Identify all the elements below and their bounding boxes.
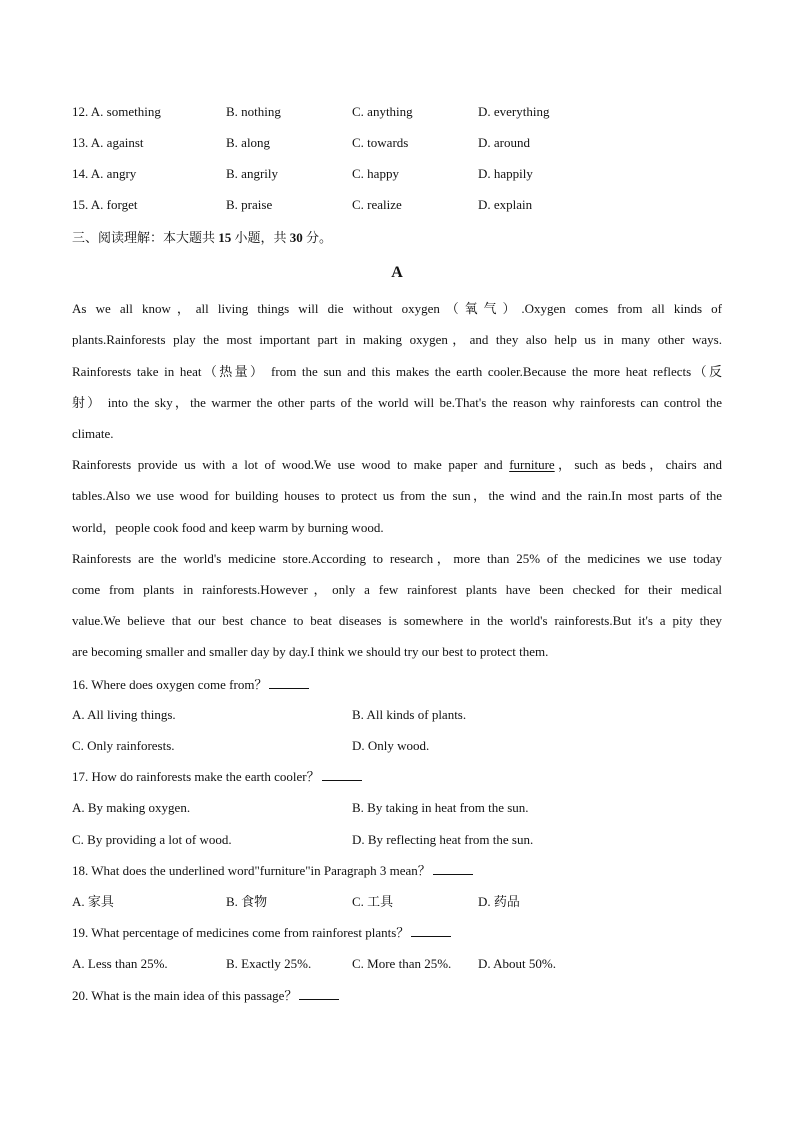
option: B. angrily	[226, 166, 278, 181]
option: A. Less than 25%.	[72, 956, 168, 971]
option: D. 药品	[478, 894, 520, 909]
option: C. Only rainforests.	[72, 738, 175, 753]
passage-line: value.We believe that our best chance to beat diseases is somewhere in the world's rainforests.But it's a pity they	[72, 613, 722, 628]
option: A. All living things.	[72, 707, 176, 722]
option: D. Only wood.	[352, 738, 430, 753]
answer-blank[interactable]	[433, 862, 473, 875]
option: 14. A. angry	[72, 166, 137, 181]
question-18-stem: 18. What does the underlined word"furniture"in Paragraph 3 mean？	[72, 861, 473, 881]
passage-line: come from plants in rainforests.However，only a few rainforest plants have been checked for their medical	[72, 582, 722, 597]
option: 15. A. forget	[72, 197, 138, 212]
option: C. realize	[352, 197, 402, 212]
option: 13. A. against	[72, 135, 144, 150]
option: B. 食物	[226, 894, 268, 909]
passage-line: are becoming smaller and smaller day by day.I think we should try our best to protect them.	[72, 644, 549, 659]
option: D. around	[478, 135, 530, 150]
passage-title: A	[391, 264, 403, 281]
option: C. More than 25%.	[352, 956, 452, 971]
option: A. 家具	[72, 894, 114, 909]
option: B. Exactly 25%.	[226, 956, 312, 971]
option: D. everything	[478, 104, 550, 119]
passage-line: Rainforests provide us with a lot of wood.We use wood to make paper and furniture，such as beds，chairs and	[72, 457, 722, 472]
question-16-stem: 16. Where does oxygen come from？	[72, 675, 309, 695]
answer-blank[interactable]	[411, 924, 451, 937]
option: B. By taking in heat from the sun.	[352, 800, 529, 815]
option: B. All kinds of plants.	[352, 707, 467, 722]
option: D. happily	[478, 166, 533, 181]
question-20-stem: 20. What is the main idea of this passage？	[72, 986, 339, 1006]
answer-blank[interactable]	[299, 987, 339, 1000]
answer-blank[interactable]	[269, 676, 309, 689]
option: D. By reflecting heat from the sun.	[352, 832, 534, 847]
option: B. along	[226, 135, 271, 150]
passage-line: tables.Also we use wood for building houses to protect us from the sun，the wind and the rain.In most parts of the	[72, 488, 722, 503]
passage-line: Rainforests are the world's medicine store.According to research，more than 25% of the medicines we use today	[72, 551, 722, 566]
option: C. towards	[352, 135, 409, 150]
option: C. 工具	[352, 894, 394, 909]
question-17-stem: 17. How do rainforests make the earth cooler？	[72, 767, 362, 787]
option: C. anything	[352, 104, 413, 119]
answer-blank[interactable]	[322, 768, 362, 781]
passage-line: world，people cook food and keep warm by burning wood.	[72, 520, 384, 535]
option: A. By making oxygen.	[72, 800, 191, 815]
option: D. explain	[478, 197, 533, 212]
section-heading: 三、阅读理解：本大题共 15 小题，共 30 分。	[72, 230, 333, 245]
option: 12. A. something	[72, 104, 161, 119]
passage-line: Rainforests take in heat（热量） from the sun and this makes the earth cooler.Because the more heat reflects（反	[72, 364, 722, 379]
passage-line: As we all know，all living things will die without oxygen（氧气）.Oxygen comes from all kinds of	[72, 301, 722, 316]
option: C. By providing a lot of wood.	[72, 832, 232, 847]
underlined-word: furniture	[509, 457, 555, 472]
passage-line: 射） into the sky，the warmer the other parts of the world will be.That's the reason why rainforests can control the	[72, 395, 722, 410]
passage-line: climate.	[72, 426, 114, 441]
option: B. nothing	[226, 104, 281, 119]
option: B. praise	[226, 197, 273, 212]
option: D. About 50%.	[478, 956, 556, 971]
passage-line: plants.Rainforests play the most important part in making oxygen，and they also help us in many other ways.	[72, 332, 722, 347]
option: C. happy	[352, 166, 399, 181]
question-19-stem: 19. What percentage of medicines come from rainforest plants？	[72, 923, 451, 943]
